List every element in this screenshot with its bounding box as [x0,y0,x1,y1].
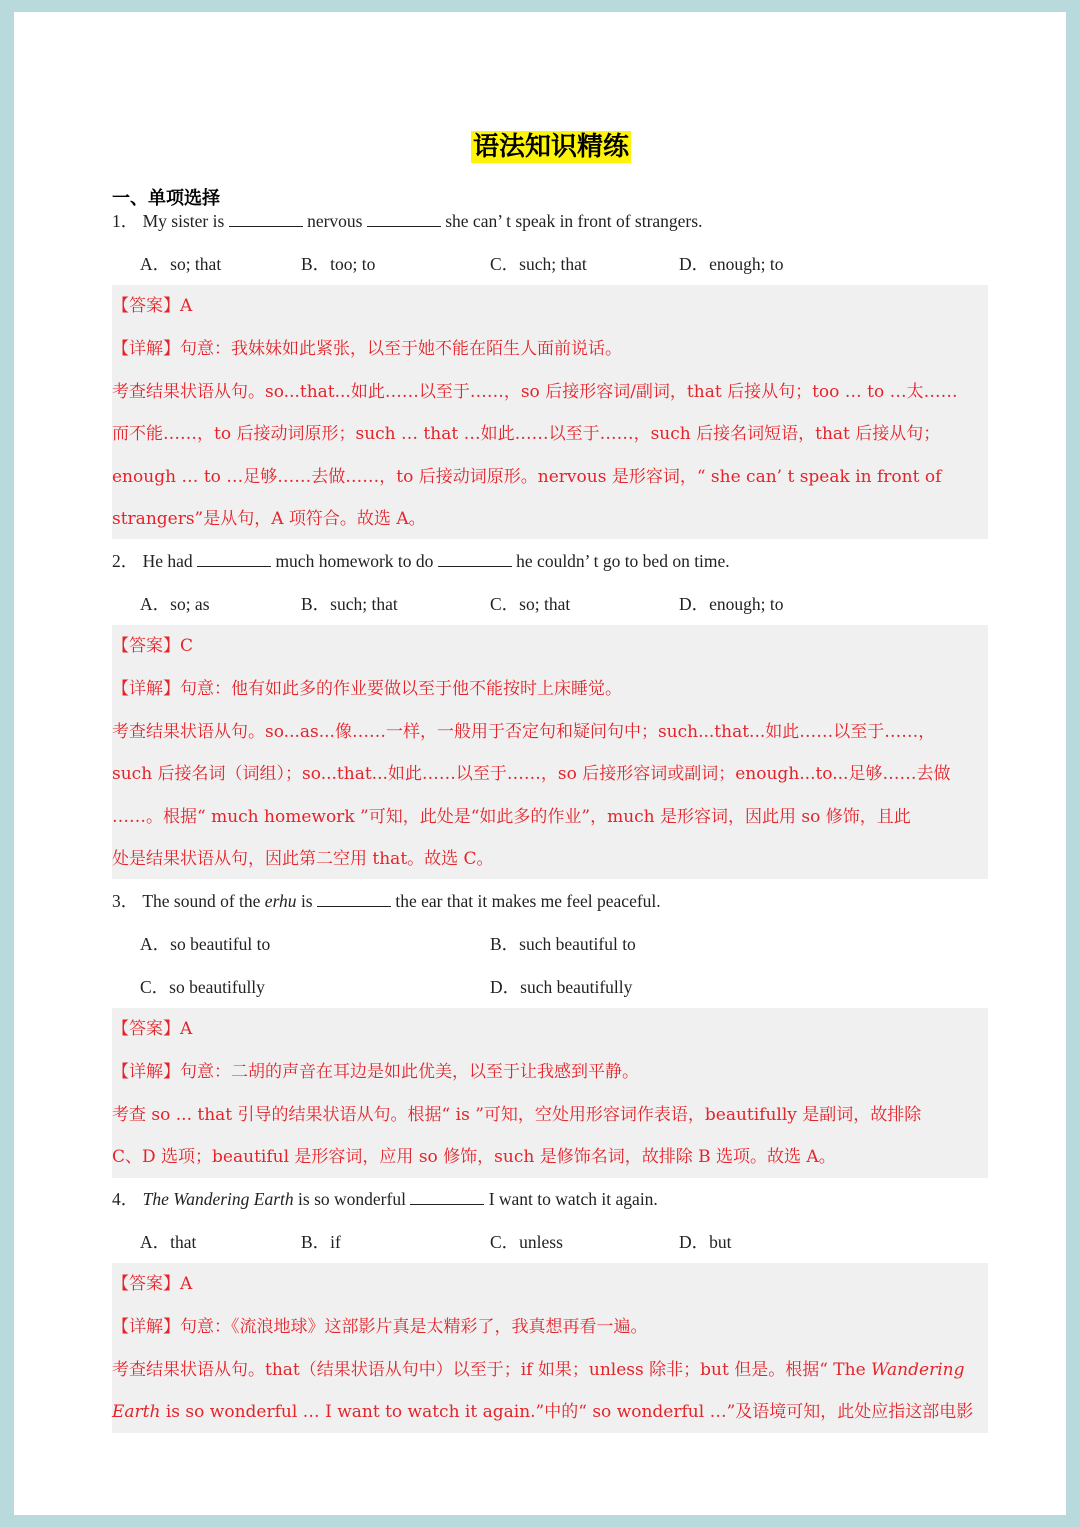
explain-line: 考查结果状语从句。so...as...像……一样，一般用于否定句和疑问句中；such...that...如此……以至于……， [112,722,936,742]
option-c: C．so; that [490,594,571,614]
section-heading: 一、单项选择 [112,188,220,209]
answer-blank [438,552,512,567]
question-4: 4． The Wandering Earth is so wonderful I want to watch it again. [112,1189,658,1209]
explain-line: ……。根据“ much homework ”可知，此处是“如此多的作业”，much 是形容词，因此用 so 修饰，且此 [112,807,911,827]
explain-line: 处是结果状语从句，因此第二空用 that。故选 C。 [112,849,494,869]
page-border [14,12,1066,1515]
explain-line: enough … to …足够……去做……，to 后接动词原形。nervous 是形容词，“ she can’ t speak in front of [112,467,942,487]
detail-line: 【详解】句意：《流浪地球》这部影片真是太精彩了，我真想再看一遍。 [112,1317,648,1337]
answer-box-3 [112,1008,988,1178]
option-a: A．so; that [140,254,222,274]
answer-blank [317,892,391,907]
question-1: 1． My sister is nervous she can’ t speak in front of strangers. [112,211,703,231]
answer-line: 【答案】A [112,1019,193,1039]
option-d: D．such beautifully [490,977,633,997]
explain-line: such 后接名词（词组）；so...that...如此……以至于……，so 后接形容词或副词；enough...to...足够……去做 [112,764,951,784]
detail-line: 【详解】句意：我妹妹如此紧张，以至于她不能在陌生人面前说话。 [112,339,622,359]
answer-line: 【答案】A [112,296,193,316]
explain-line: C、D 选项；beautiful 是形容词，应用 so 修饰，such 是修饰名词，故排除 B 选项。故选 A。 [112,1147,836,1167]
answer-blank [410,1190,484,1205]
explain-line: strangers”是从句，A 项符合。故选 A。 [112,509,426,529]
explain-line: 而不能……，to 后接动词原形；such … that …如此……以至于……，such 后接名词短语，that 后接从句； [112,424,941,444]
option-d: D．but [679,1232,732,1252]
answer-box-4 [112,1263,988,1433]
question-2: 2． He had much homework to do he couldn’ t go to bed on time. [112,551,730,571]
explain-line: 考查 so ... that 引导的结果状语从句。根据“ is ”可知，空处用形容词作表语，beautifully 是副词，故排除 [112,1105,922,1125]
answer-box-2 [112,625,988,879]
option-b: B．such; that [301,594,398,614]
answer-blank [197,552,271,567]
document-page [24,24,1056,1503]
answer-blank [229,212,303,227]
page-title: 语法知识精练 [472,132,629,162]
answer-box-1 [112,285,988,539]
option-d: D．enough; to [679,594,784,614]
detail-line: 【详解】句意：他有如此多的作业要做以至于他不能按时上床睡觉。 [112,679,622,699]
option-b: B．such beautiful to [490,934,636,954]
option-a: A．so beautiful to [140,934,271,954]
explain-line: Earth is so wonderful … I want to watch it again.”中的“ so wonderful …”及语境可知，此处应指这部电影 [112,1402,974,1422]
option-a: A．that [140,1232,197,1252]
answer-line: 【答案】A [112,1274,193,1294]
question-3: 3． The sound of the erhu is the ear that it makes me feel peaceful. [112,891,661,911]
option-c: C．so beautifully [140,977,265,997]
explain-line: 考查结果状语从句。so...that...如此……以至于……，so 后接形容词/副词，that 后接从句；too … to …太…… [112,382,958,402]
answer-blank [367,212,441,227]
option-a: A．so; as [140,594,210,614]
option-c: C．unless [490,1232,563,1252]
option-b: B．if [301,1232,341,1252]
option-d: D．enough; to [679,254,784,274]
option-c: C．such; that [490,254,587,274]
detail-line: 【详解】句意：二胡的声音在耳边是如此优美，以至于让我感到平静。 [112,1062,639,1082]
answer-line: 【答案】C [112,636,194,656]
explain-line: 考查结果状语从句。that（结果状语从句中）以至于；if 如果；unless 除非；but 但是。根据“ The Wandering [112,1360,965,1380]
option-b: B．too; to [301,254,376,274]
